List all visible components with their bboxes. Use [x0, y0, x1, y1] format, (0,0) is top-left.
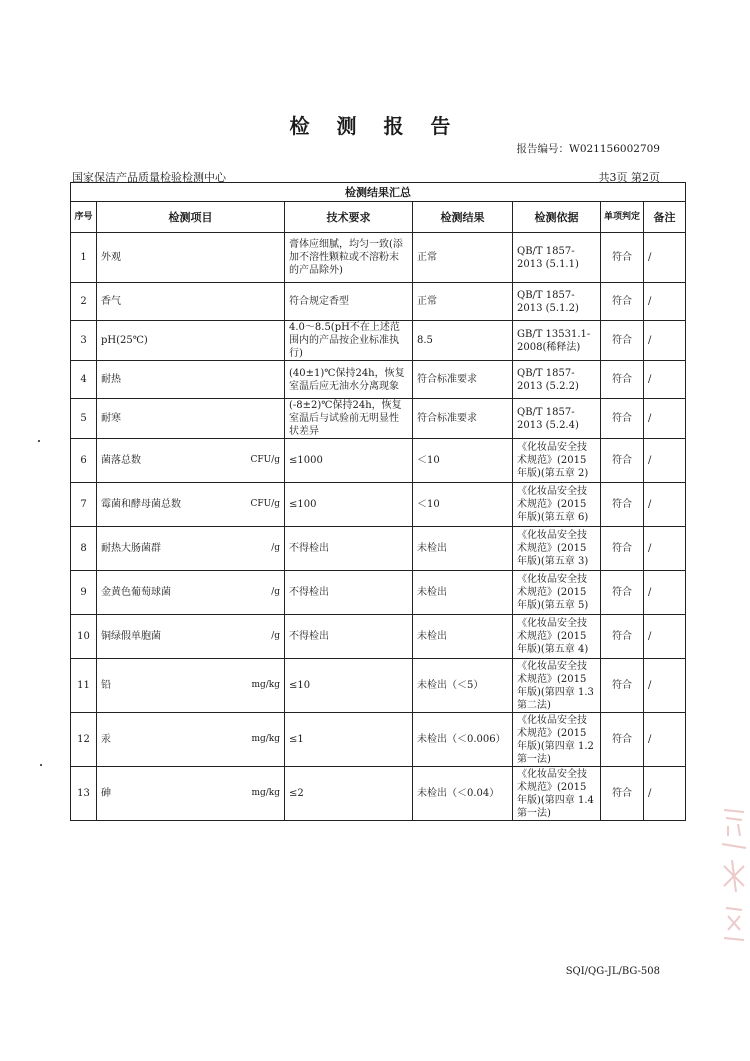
cell-judgement: 符合	[601, 483, 644, 527]
organization-name: 国家保洁产品质量检验检测中心	[72, 171, 226, 184]
cell-judgement: 符合	[601, 659, 644, 713]
cell-basis: 《化妆品安全技术规范》(2015年版)(第四章 1.4 第一法)	[513, 767, 601, 821]
cell-requirement: 4.0～8.5(pH不在上述范围内的产品按企业标准执行)	[285, 321, 413, 361]
item-name: 金黄色葡萄球菌	[101, 587, 171, 598]
cell-basis: QB/T 1857-2013 (5.1.1)	[513, 233, 601, 283]
cell-requirement: (40±1)℃保持24h，恢复室温后应无油水分离现象	[285, 361, 413, 399]
item-unit: /g	[271, 631, 280, 641]
cell-requirement: 不得检出	[285, 571, 413, 615]
table-row	[71, 483, 686, 527]
cell-judgement: 符合	[601, 767, 644, 821]
cell-remark: /	[644, 439, 686, 483]
item-wrap	[101, 787, 280, 800]
table-body	[71, 233, 686, 821]
cell-no: 12	[71, 713, 97, 767]
cell-item	[97, 767, 285, 821]
cell-result: 符合标准要求	[413, 399, 513, 439]
table-row	[71, 439, 686, 483]
table-row	[71, 361, 686, 399]
table-row	[71, 399, 686, 439]
header-basis: 检测依据	[513, 202, 601, 233]
cell-result: 未检出（＜0.006）	[413, 713, 513, 767]
item-unit: /g	[271, 587, 280, 597]
item-unit: /g	[271, 543, 280, 553]
cell-judgement: 符合	[601, 321, 644, 361]
table-row	[71, 659, 686, 713]
table-row	[71, 713, 686, 767]
cell-no: 3	[71, 321, 97, 361]
item-wrap	[101, 251, 280, 264]
cell-result: ＜10	[413, 439, 513, 483]
cell-result: ＜10	[413, 483, 513, 527]
item-wrap	[101, 630, 280, 643]
cell-judgement: 符合	[601, 439, 644, 483]
cell-requirement: 符合规定香型	[285, 283, 413, 321]
table-row	[71, 283, 686, 321]
cell-basis: QB/T 1857-2013 (5.2.4)	[513, 399, 601, 439]
table-caption: 检测结果汇总	[71, 183, 686, 202]
cell-no: 10	[71, 615, 97, 659]
cell-remark: /	[644, 361, 686, 399]
item-name: 外观	[101, 252, 121, 263]
cell-basis: 《化妆品安全技术规范》(2015年版)(第四章 1.3 第二法)	[513, 659, 601, 713]
item-wrap	[101, 679, 280, 692]
item-wrap	[101, 733, 280, 746]
cell-basis: QB/T 1857-2013 (5.2.2)	[513, 361, 601, 399]
item-name: 耐热	[101, 374, 121, 385]
cell-no: 11	[71, 659, 97, 713]
item-wrap	[101, 373, 280, 386]
header-no: 序号	[71, 202, 97, 233]
header-requirement: 技术要求	[285, 202, 413, 233]
cell-basis: 《化妆品安全技术规范》(2015年版)(第五章 3)	[513, 527, 601, 571]
cell-no: 4	[71, 361, 97, 399]
cell-requirement: ≤1000	[285, 439, 413, 483]
item-wrap	[101, 498, 280, 511]
cell-no: 9	[71, 571, 97, 615]
cell-judgement: 符合	[601, 399, 644, 439]
item-wrap	[101, 454, 280, 467]
item-wrap	[101, 586, 280, 599]
cell-remark: /	[644, 767, 686, 821]
cell-item	[97, 571, 285, 615]
cell-judgement: 符合	[601, 233, 644, 283]
cell-basis: 《化妆品安全技术规范》(2015年版)(第五章 5)	[513, 571, 601, 615]
cell-no: 13	[71, 767, 97, 821]
cell-remark: /	[644, 399, 686, 439]
cell-item	[97, 233, 285, 283]
cell-item	[97, 659, 285, 713]
cell-requirement: ≤1	[285, 713, 413, 767]
item-wrap	[101, 412, 280, 425]
item-wrap	[101, 542, 280, 555]
item-unit: mg/kg	[251, 680, 280, 690]
cell-remark: /	[644, 571, 686, 615]
cell-basis: 《化妆品安全技术规范》(2015年版)(第五章 6)	[513, 483, 601, 527]
cell-requirement: ≤100	[285, 483, 413, 527]
cell-item	[97, 483, 285, 527]
cell-basis: 《化妆品安全技术规范》(2015年版)(第五章 2)	[513, 439, 601, 483]
cell-basis: GB/T 13531.1-2008(稀释法)	[513, 321, 601, 361]
cell-result: 未检出（＜5）	[413, 659, 513, 713]
cell-requirement: 膏体应细腻，均匀一致(添加不溶性颗粒或不溶粉末的产品除外)	[285, 233, 413, 283]
cell-result: 未检出（＜0.04）	[413, 767, 513, 821]
cell-item	[97, 321, 285, 361]
item-name: 铅	[101, 680, 111, 691]
cell-remark: /	[644, 713, 686, 767]
cell-requirement: (-8±2)℃保持24h，恢复室温后与试验前无明显性状差异	[285, 399, 413, 439]
cell-item	[97, 361, 285, 399]
item-name: 铜绿假单胞菌	[101, 631, 161, 642]
cell-remark: /	[644, 659, 686, 713]
cell-no: 1	[71, 233, 97, 283]
item-name: pH(25℃)	[101, 335, 148, 346]
cell-result: 未检出	[413, 571, 513, 615]
report-number: 报告编号：W021156002709	[516, 143, 660, 155]
table-row	[71, 615, 686, 659]
cell-remark: /	[644, 321, 686, 361]
table-row	[71, 233, 686, 283]
item-wrap	[101, 334, 280, 347]
item-unit: CFU/g	[250, 499, 280, 509]
item-name: 汞	[101, 734, 111, 745]
cell-no: 7	[71, 483, 97, 527]
cell-item	[97, 615, 285, 659]
item-name: 耐寒	[101, 413, 121, 424]
cell-result: 符合标准要求	[413, 361, 513, 399]
cell-no: 8	[71, 527, 97, 571]
item-name: 耐热大肠菌群	[101, 543, 161, 554]
cell-requirement: ≤10	[285, 659, 413, 713]
cell-basis: 《化妆品安全技术规范》(2015年版)(第四章 1.2 第一法)	[513, 713, 601, 767]
header-remark: 备注	[644, 202, 686, 233]
item-unit: CFU/g	[250, 455, 280, 465]
table-row	[71, 321, 686, 361]
cell-judgement: 符合	[601, 527, 644, 571]
cell-item	[97, 399, 285, 439]
cell-no: 5	[71, 399, 97, 439]
cell-remark: /	[644, 283, 686, 321]
cell-item	[97, 439, 285, 483]
scan-speck	[40, 764, 42, 766]
header-item: 检测项目	[97, 202, 285, 233]
cell-judgement: 符合	[601, 361, 644, 399]
item-name: 香气	[101, 296, 121, 307]
cell-item	[97, 713, 285, 767]
cell-basis: QB/T 1857-2013 (5.1.2)	[513, 283, 601, 321]
page-info: 共3页 第2页	[598, 171, 660, 184]
cell-judgement: 符合	[601, 283, 644, 321]
item-name: 砷	[101, 788, 111, 799]
report-title: 检 测 报 告	[289, 114, 461, 138]
item-wrap	[101, 295, 280, 308]
cell-judgement: 符合	[601, 615, 644, 659]
cell-result: 未检出	[413, 615, 513, 659]
scan-speck	[38, 440, 40, 442]
table-row	[71, 571, 686, 615]
cell-remark: /	[644, 527, 686, 571]
cell-result: 8.5	[413, 321, 513, 361]
item-unit: mg/kg	[251, 788, 280, 798]
cell-result: 正常	[413, 283, 513, 321]
table-row	[71, 767, 686, 821]
header-judgement: 单项判定	[601, 202, 644, 233]
footer-code: SQI/QG-JL/BG-508	[565, 966, 660, 977]
cell-remark: /	[644, 483, 686, 527]
cell-judgement: 符合	[601, 571, 644, 615]
cell-requirement: ≤2	[285, 767, 413, 821]
cell-remark: /	[644, 615, 686, 659]
item-name: 霉菌和酵母菌总数	[101, 499, 181, 510]
cell-result: 未检出	[413, 527, 513, 571]
header-result: 检测结果	[413, 202, 513, 233]
cell-item	[97, 527, 285, 571]
cell-judgement: 符合	[601, 713, 644, 767]
table-header-row	[71, 202, 686, 233]
cell-no: 6	[71, 439, 97, 483]
stamp-fragment	[718, 800, 750, 950]
item-name: 菌落总数	[101, 455, 141, 466]
table-row	[71, 527, 686, 571]
cell-basis: 《化妆品安全技术规范》(2015年版)(第五章 4)	[513, 615, 601, 659]
cell-item	[97, 283, 285, 321]
results-table	[70, 182, 686, 821]
cell-result: 正常	[413, 233, 513, 283]
cell-requirement: 不得检出	[285, 527, 413, 571]
cell-no: 2	[71, 283, 97, 321]
item-unit: mg/kg	[251, 734, 280, 744]
cell-remark: /	[644, 233, 686, 283]
cell-requirement: 不得检出	[285, 615, 413, 659]
